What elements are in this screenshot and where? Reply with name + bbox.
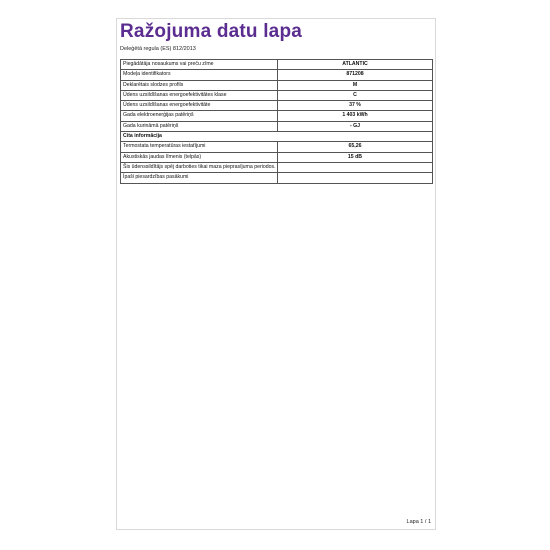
row-label-efficiency-class: Ūdens uzsildīšanas energoefektivitātes klase xyxy=(121,90,278,100)
row-value-electricity: 1 403 kWh xyxy=(278,111,433,121)
row-label-model: Modeļa identifikators xyxy=(121,70,278,80)
row-value-model: 871208 xyxy=(278,70,433,80)
table-row xyxy=(121,70,433,80)
table-row xyxy=(121,152,433,162)
row-label-supplier: Piegādātāja nosaukums vai preču zīme xyxy=(121,60,278,70)
document-title: Ražojuma datu lapa xyxy=(120,21,303,42)
page-number: Lapa 1 / 1 xyxy=(406,519,431,525)
regulation-subtitle: Deleģētā regula (ES) 812/2013 xyxy=(120,46,196,52)
table-row xyxy=(121,142,433,152)
row-label-electricity: Gada elektroenerģijas patēriņš xyxy=(121,111,278,121)
table-row xyxy=(121,111,433,121)
row-value-thermostat: 65,26 xyxy=(278,142,433,152)
row-value-efficiency: 37 % xyxy=(278,101,433,111)
row-value-load-profile: M xyxy=(278,80,433,90)
row-label-efficiency: Ūdens uzsildīšanas energoefektivitāte xyxy=(121,101,278,111)
row-value-supplier: ATLANTIC xyxy=(278,60,433,70)
table-row xyxy=(121,101,433,111)
table-row xyxy=(121,173,433,183)
section-title-other-info: Cita informācija xyxy=(121,132,433,142)
row-label-fuel: Gada kurināmā patēriņš xyxy=(121,121,278,131)
row-label-precautions: Īpaši piesardzības pasākumi xyxy=(121,173,278,183)
row-label-thermostat: Termostata temperatūras iestatījumi xyxy=(121,142,278,152)
row-label-offpeak-note: Šis ūdenssildītājs spēj darboties tikai maza pieprasījuma periodos. xyxy=(121,162,278,172)
table-section-row xyxy=(121,132,433,142)
product-data-sheet xyxy=(116,18,436,530)
table-row xyxy=(121,80,433,90)
row-value-fuel: - GJ xyxy=(278,121,433,131)
table-row xyxy=(121,121,433,131)
table-row xyxy=(121,90,433,100)
row-label-sound-power: Akustiskās jaudas līmenis (telpās) xyxy=(121,152,278,162)
row-value-offpeak-note xyxy=(278,162,433,172)
product-data-table xyxy=(120,59,433,184)
table-row xyxy=(121,162,433,172)
table-row xyxy=(121,60,433,70)
row-value-sound-power: 15 dB xyxy=(278,152,433,162)
row-value-precautions xyxy=(278,173,433,183)
row-value-efficiency-class: C xyxy=(278,90,433,100)
row-label-load-profile: Deklarētais slodzes profils xyxy=(121,80,278,90)
